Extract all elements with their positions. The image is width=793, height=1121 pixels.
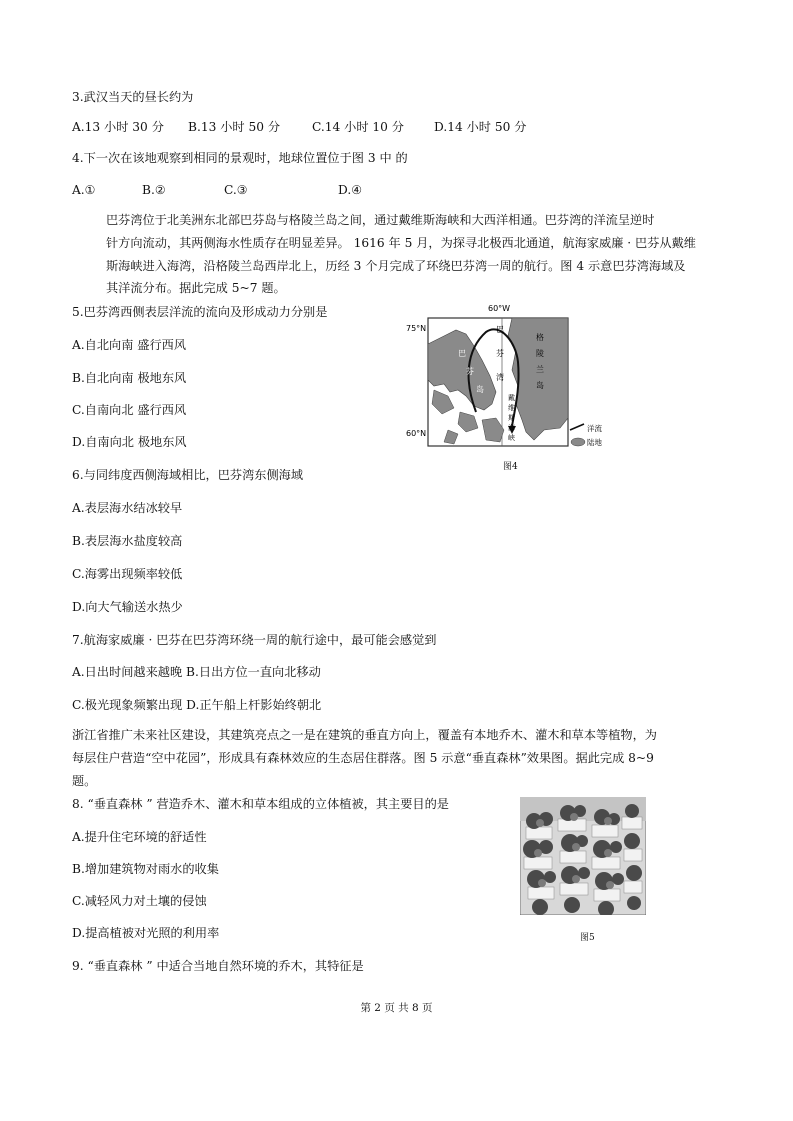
figure-5-caption: 图5 (580, 933, 595, 943)
q4-stem: 4.下一次在该地观察到相同的景观时，地球位置位于图 3 中 的 (72, 151, 408, 165)
fig4-baffin-bay-char-1: 巴 (496, 325, 504, 334)
q3-option-d: D.14 小时 50 分 (434, 120, 527, 134)
q8-option-a: A.提升住宅环境的舒适性 (72, 830, 207, 844)
fig4-davis-char-5: 峡 (508, 434, 515, 442)
fig4-davis-char-2: 维 (508, 404, 515, 412)
q3-option-a: A.13 小时 30 分 (72, 120, 164, 134)
q4-option-b: B.② (142, 183, 166, 197)
figure-5-photo (520, 797, 646, 918)
q3-options (72, 118, 526, 136)
figure-4-caption: 图4 (503, 462, 518, 472)
fig4-greenland-char-1: 格 (536, 333, 544, 342)
fig4-greenland-char-2: 陵 (536, 349, 544, 358)
fig4-baffin-bay-char-3: 湾 (496, 373, 504, 382)
passage1-line-2: 针方向流动，其两侧海水性质存在明显差异。 1616 年 5 月，为探寻北极西北通道，航海家威廉 · 巴芬从戴维 (106, 236, 696, 250)
passage2-line-3: 题。 (72, 774, 97, 788)
legend-land-icon (571, 438, 585, 446)
fig4-davis-char-1: 戴 (508, 394, 515, 402)
q6-stem: 6.与同纬度西侧海域相比，巴芬湾东侧海域 (72, 468, 304, 482)
q7-stem: 7.航海家威廉 · 巴芬在巴芬湾环绕一周的航行途中，最可能会感觉到 (72, 633, 437, 647)
q9-stem: 9. “垂直森林 ” 中适合当地自然环境的乔木，其特征是 (72, 959, 364, 973)
fig4-greenland-char-4: 岛 (536, 381, 544, 390)
legend-current-icon (570, 424, 584, 430)
fig4-baffin-island-char-1: 巴 (458, 349, 466, 358)
q3-option-b: B.13 小时 50 分 (188, 120, 281, 134)
q6-option-c: C.海雾出现频率较低 (72, 567, 183, 581)
q6-option-b: B.表层海水盐度较高 (72, 534, 183, 548)
fig4-lat-bottom-label: 60°N (406, 429, 427, 438)
q5-option-d: D.自南向北 极地东风 (72, 435, 187, 449)
q4-options (72, 181, 362, 199)
page-footer: 第 2 页 共 8 页 (360, 1002, 433, 1014)
passage2-line-2: 每层住户营造“空中花园”，形成具有森林效应的生态居住群落。图 5 示意“垂直森林”效果图。据此完成 8~9 (72, 751, 654, 765)
q5-option-b: B.自北向南 极地东风 (72, 371, 187, 385)
q8-option-b: B.增加建筑物对雨水的收集 (72, 862, 219, 876)
fig4-baffin-bay-char-2: 芬 (496, 349, 504, 358)
fig4-davis-char-3: 斯 (508, 414, 515, 422)
fig4-greenland-char-3: 兰 (536, 365, 544, 374)
q7-options-line-2: C.极光现象频繁出现 D.正午船上杆影始终朝北 (72, 698, 322, 712)
q5-option-c: C.自南向北 盛行西风 (72, 403, 187, 417)
passage1-line-4: 其洋流分布。据此完成 5~7 题。 (106, 281, 286, 295)
q4-option-a: A.① (72, 183, 96, 197)
passage1-line-1: 巴芬湾位于北美洲东北部巴芬岛与格陵兰岛之间，通过戴维斯海峡和大西洋相通。巴芬湾的洋流呈逆时 (106, 213, 655, 227)
q5-option-a: A.自北向南 盛行西风 (72, 338, 187, 352)
q5-stem: 5.巴芬湾西侧表层洋流的流向及形成动力分别是 (72, 305, 328, 319)
figure-4-map (404, 300, 634, 483)
q4-option-d: D.④ (338, 183, 363, 197)
q7-options-line-1: A.日出时间越来越晚 B.日出方位一直向北移动 (72, 665, 321, 679)
q8-stem: 8. “垂直森林 ” 营造乔木、灌木和草本组成的立体植被，其主要目的是 (72, 797, 449, 811)
fig4-legend-land: 陆地 (587, 438, 602, 447)
passage2-line-1: 浙江省推广未来社区建设，其建筑亮点之一是在建筑的垂直方向上，覆盖有本地乔木、灌木和草本等植物，为 (72, 728, 657, 742)
fig4-lat-top-label: 75°N (406, 324, 427, 333)
fig4-legend-current: 洋流 (587, 424, 602, 433)
fig4-baffin-island-char-3: 岛 (476, 385, 484, 394)
q3-option-c: C.14 小时 10 分 (312, 120, 404, 134)
q6-option-d: D.向大气输送水热少 (72, 600, 183, 614)
fig4-davis-char-4: 海 (508, 424, 515, 432)
q4-option-c: C.③ (224, 183, 248, 197)
q8-option-d: D.提高植被对光照的利用率 (72, 926, 220, 940)
q3-stem: 3.武汉当天的昼长约为 (72, 90, 194, 104)
passage1-line-3: 斯海峡进入海湾，沿格陵兰岛西岸北上，历经 3 个月完成了环绕巴芬湾一周的航行。图 4 示意巴芬湾海域及 (106, 259, 686, 273)
q8-option-c: C.减轻风力对土壤的侵蚀 (72, 894, 207, 908)
fig4-lon-label: 60°W (488, 304, 511, 313)
q6-option-a: A.表层海水结冰较早 (72, 501, 183, 515)
fig4-baffin-island-char-2: 芬 (466, 367, 474, 376)
